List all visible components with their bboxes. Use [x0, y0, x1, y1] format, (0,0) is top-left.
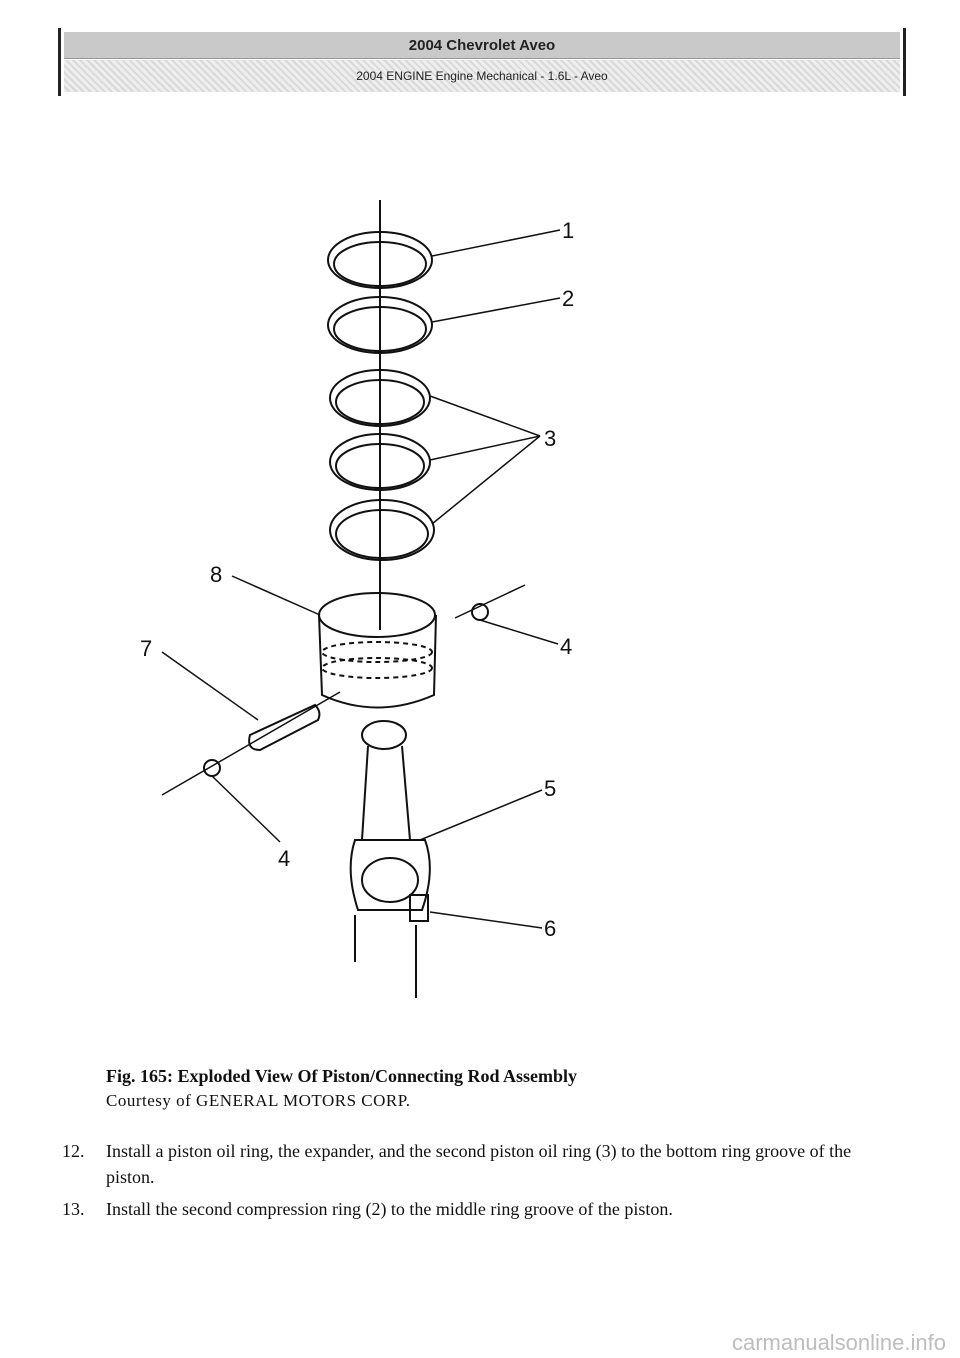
callout-1: 1: [562, 218, 575, 243]
step-number: 12.: [62, 1141, 85, 1161]
callout-6: 6: [544, 916, 557, 941]
retaining-clip-left: [204, 760, 220, 776]
header-subtitle: 2004 ENGINE Engine Mechanical - 1.6L - Aveo: [64, 60, 900, 92]
callout-3: 3: [544, 426, 557, 451]
header-right-rule: [903, 28, 906, 96]
step-number: 13.: [62, 1199, 85, 1219]
callout-4: 4: [560, 634, 573, 659]
callout-7: 7: [140, 636, 153, 661]
step-12: [62, 1138, 902, 1190]
piston-pin: [249, 705, 319, 750]
step-text: Install a piston oil ring, the expander, and the second piston oil ring (3) to the bottom ring groove of the piston.: [106, 1141, 852, 1187]
callout-8: 8: [210, 562, 223, 587]
piston-assembly-diagram: [140, 190, 600, 1010]
callout-4-left: 4: [278, 846, 291, 871]
callout-2: 2: [562, 286, 575, 311]
callout-5: 5: [544, 776, 557, 801]
caption-title: Fig. 165: Exploded View Of Piston/Connecting Rod Assembly: [106, 1066, 578, 1086]
page-header: [58, 28, 906, 96]
header-title: 2004 Chevrolet Aveo: [64, 32, 900, 59]
caption-credit: Courtesy of GENERAL MOTORS CORP.: [106, 1091, 411, 1110]
piston-crown: [319, 593, 435, 637]
rod-small-end: [362, 721, 406, 749]
header-left-rule: [58, 28, 61, 96]
figure-caption: [106, 1066, 577, 1111]
step-13: [62, 1196, 902, 1222]
watermark: carmanualsonline.info: [731, 1330, 946, 1355]
step-text: Install the second compression ring (2) to the middle ring groove of the piston.: [106, 1199, 673, 1219]
rod-beam: [362, 746, 410, 840]
